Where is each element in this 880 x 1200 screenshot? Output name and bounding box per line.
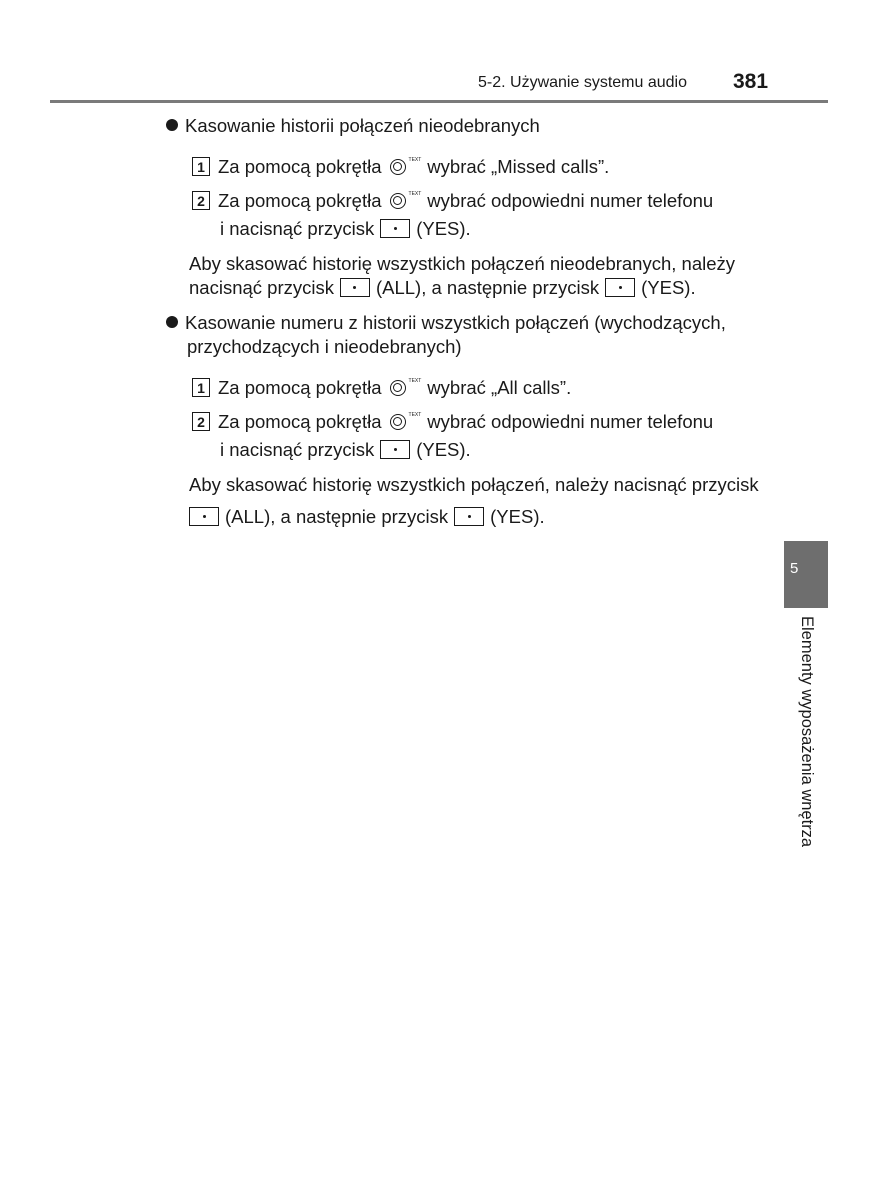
note-line-2 — [189, 276, 696, 300]
step-text: i nacisnąć przycisk — [220, 439, 375, 460]
step-number-1: 1 — [192, 378, 210, 397]
step-text: Za pomocą pokrętła — [218, 411, 382, 432]
bullet-title-continuation — [187, 335, 462, 359]
note-line-1 — [189, 252, 735, 276]
header-divider — [50, 100, 828, 103]
preset-button-icon — [380, 219, 410, 238]
step-text: Za pomocą pokrętła — [218, 156, 382, 177]
step-text: wybrać odpowiedni numer telefonu — [427, 190, 714, 211]
step-number-1: 1 — [192, 157, 210, 176]
step-2-continuation — [220, 217, 471, 241]
knob-tag-label: TEXT — [408, 191, 422, 197]
step-text: Za pomocą pokrętła — [218, 190, 382, 211]
bullet-icon — [166, 316, 178, 328]
step-number-2: 2 — [192, 191, 210, 210]
step-1-all-calls — [192, 369, 571, 400]
step-text: Za pomocą pokrętła — [218, 377, 382, 398]
preset-button-icon — [380, 440, 410, 459]
note-text: (YES). — [490, 506, 545, 527]
preset-button-icon — [454, 507, 484, 526]
note-text: (ALL), a następnie przycisk — [375, 277, 600, 298]
step-2-all-calls — [192, 403, 713, 434]
preset-button-icon — [605, 278, 635, 297]
step-1-missed-calls — [192, 148, 609, 179]
step-text: wybrać odpowiedni numer telefonu — [427, 411, 714, 432]
page-number: 381 — [733, 70, 769, 93]
note-line-2 — [183, 505, 545, 529]
knob-tag-label: TEXT — [408, 378, 422, 384]
bullet-item-all-calls — [166, 311, 726, 335]
bullet-title: Kasowanie numeru z historii wszystkich połączeń (wychodzących, — [185, 312, 726, 333]
knob-tag-label: TEXT — [408, 157, 422, 163]
step-text: (YES). — [416, 218, 471, 239]
note-text: nacisnąć przycisk — [189, 277, 334, 298]
step-2-missed-calls — [192, 182, 713, 213]
chapter-number: 5 — [790, 560, 799, 577]
step-number-2: 2 — [192, 412, 210, 431]
step-text: wybrać „All calls”. — [427, 377, 572, 398]
step-text: i nacisnąć przycisk — [220, 218, 375, 239]
section-heading: 5-2. Używanie systemu audio — [478, 74, 687, 91]
bullet-title: Kasowanie historii połączeń nieodebranych — [185, 115, 540, 136]
note-text: Aby skasować historię wszystkich połączeń, należy nacisnąć przycisk — [189, 474, 759, 495]
chapter-title: Elementy wyposażenia wnętrza — [798, 616, 816, 848]
tune-knob-icon — [390, 414, 406, 430]
note-text: (ALL), a następnie przycisk — [225, 506, 449, 527]
preset-button-icon — [340, 278, 370, 297]
bullet-icon — [166, 119, 178, 131]
tune-knob-icon — [390, 159, 406, 175]
bullet-title: przychodzących i nieodebranych) — [187, 336, 462, 357]
tune-knob-icon — [390, 193, 406, 209]
note-text: (YES). — [641, 277, 696, 298]
step-2-continuation — [220, 438, 471, 462]
preset-button-icon — [189, 507, 219, 526]
step-text: wybrać „Missed calls”. — [427, 156, 610, 177]
note-text: Aby skasować historię wszystkich połączeń nieodebranych, należy — [189, 253, 736, 274]
bullet-item-missed-calls — [166, 114, 540, 138]
note-line-1 — [189, 473, 759, 497]
tune-knob-icon — [390, 380, 406, 396]
knob-tag-label: TEXT — [408, 412, 422, 418]
step-text: (YES). — [416, 439, 471, 460]
chapter-tab — [784, 541, 828, 608]
